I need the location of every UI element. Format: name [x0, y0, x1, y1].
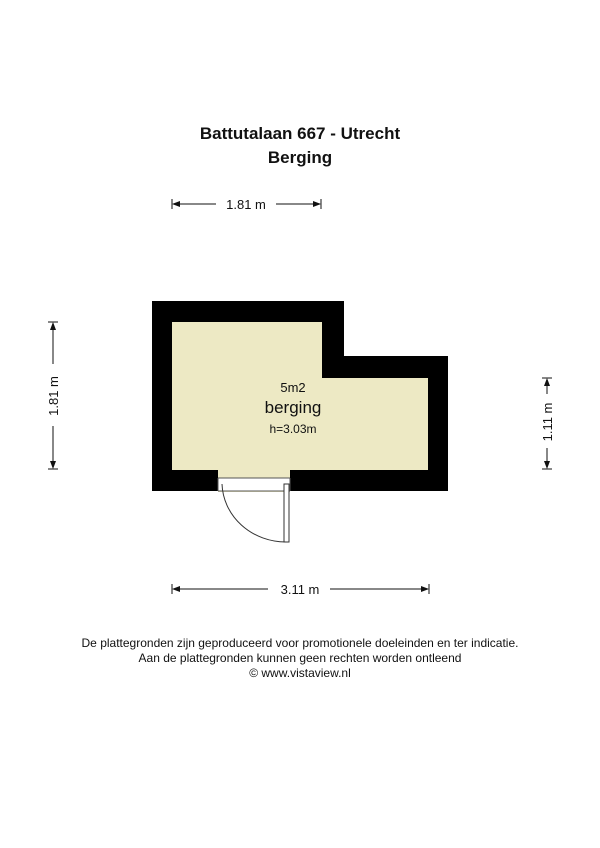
- door-swing: [222, 484, 289, 542]
- room-name: berging: [264, 398, 322, 417]
- dimension-right: [540, 378, 555, 469]
- room-area: 5m2: [280, 380, 306, 395]
- plan-title-address: Battutalaan 667 - Utrecht: [199, 124, 401, 143]
- room-floor: [172, 322, 428, 470]
- door-threshold: [218, 478, 290, 491]
- plan-title-floor: Berging: [267, 148, 333, 167]
- dimension-left-label: 1.81 m: [46, 376, 61, 416]
- dimension-top-label: 1.81 m: [226, 197, 266, 212]
- dimension-right-label: 1.11 m: [540, 402, 555, 442]
- disclaimer-line-1: De plattegronden zijn geproduceerd voor promotionele doeleinden en ter indicatie.: [81, 636, 519, 650]
- copyright-link: © www.vistaview.nl: [249, 666, 351, 680]
- dimension-left: [46, 322, 61, 469]
- disclaimer-line-2: Aan de plattegronden kunnen geen rechten worden ontleend: [138, 651, 462, 665]
- dimension-top: [172, 197, 321, 212]
- dimension-bottom: [172, 582, 429, 597]
- dimension-bottom-label: 3.11 m: [280, 582, 320, 597]
- room-height: h=3.03m: [269, 422, 317, 436]
